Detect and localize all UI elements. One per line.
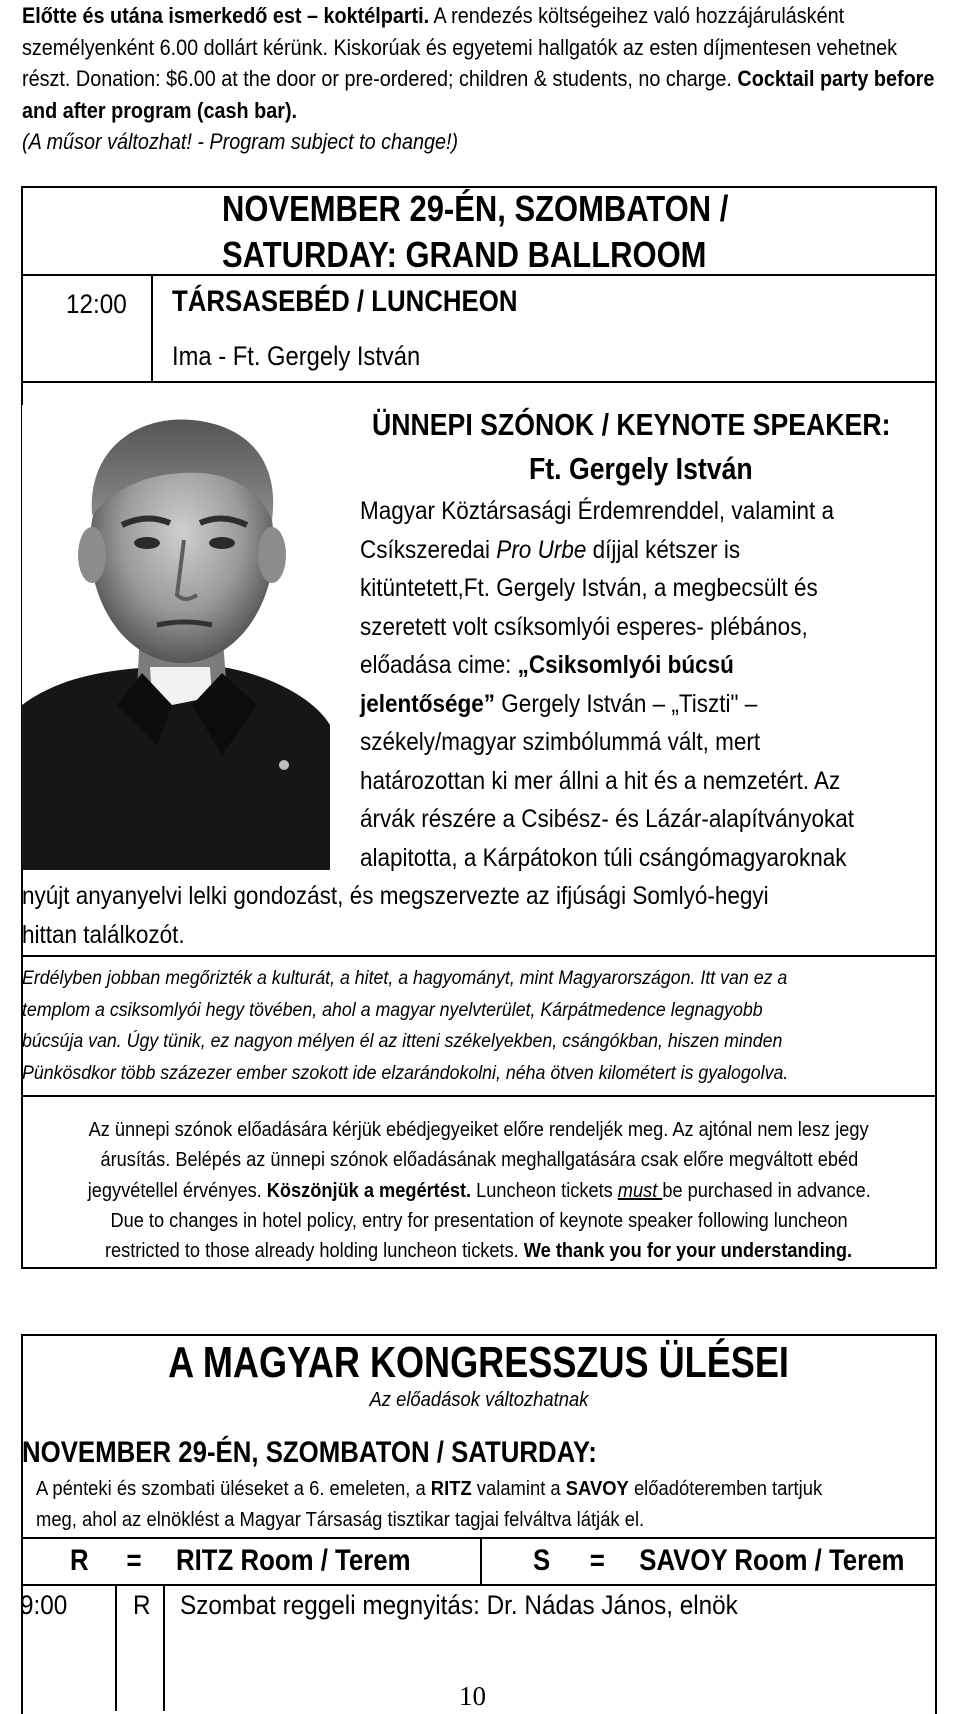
divider: [21, 1095, 937, 1097]
congress-subtitle: Az előadások változhatnak: [369, 1389, 589, 1411]
legend-savoy: S = SAVOY Room / Terem: [533, 1544, 905, 1577]
divider: [163, 1584, 165, 1711]
session-room: R: [133, 1590, 151, 1620]
luncheon-title: TÁRSASEBÉD / LUNCHEON: [172, 285, 518, 318]
intro-hu-bold: Előtte és utána ismerkedő est – koktélparti.: [22, 3, 430, 28]
keynote-bio-continued: nyújt anyanyelvi lelki gondozást, és megszervezte az ifjúsági Somlyó-hegyi hittan találkozót.: [22, 882, 769, 949]
session-time: 9:00: [20, 1590, 68, 1620]
legend-ritz: R = RITZ Room / Terem: [70, 1544, 411, 1577]
divider: [21, 955, 937, 957]
keynote-speaker-name: Ft. Gergely István: [529, 451, 753, 486]
luncheon-prayer: Ima - Ft. Gergely István: [172, 341, 421, 371]
keynote-bio: Magyar Köztársasági Érdemrenddel, valamint a Csíkszeredai Pro Urbe díjjal kétszer is kitüntetett,Ft. Gergely István, a megbecsült és szeretett volt csíksomlyói esperes- plébános, előadása cime: „Csiksomlyói búcsú jelentősége” Gergely István – „Tiszti" – székely/magyar szimbólummá vált, mert határozottan ki mer állni a hit és a nemzetért. Az árvák részére a Csibész- és Lázár-alapítványokat alapitotta, a Kárpátokon túli csángómagyaroknak: [360, 497, 854, 872]
transylvania-paragraph: Erdélyben jobban megőrizték a kulturát, a hitet, a hagyományt, mint Magyarországon. Itt van ez a templom a csiksomlyói hegy tövében, ahol a magyar nyelvterület, Kárpátmedence legnagyobb búcsúja van. Úgy tünik, ez nagyon mélyen él az itteni székelyekben, csángókban, hiszen minden Pünkösdkor több százezer ember szokott ide elzarándokolni, néha ötven kilométert is gyalogolva.: [22, 968, 789, 1084]
congress-title-wrap: [21, 1338, 937, 1388]
intro-en-bold: Cocktail party before and after program (cash bar).: [22, 66, 935, 123]
congress-subtitle-wrap: [21, 1389, 937, 1412]
congress-title: A MAGYAR KONGRESSZUS ÜLÉSEI: [168, 1338, 790, 1387]
speaker-portrait: [22, 405, 330, 870]
congress-info: A pénteki és szombati üléseket a 6. emeleten, a RITZ valamint a SAVOY előadóteremben tartjuk meg, ahol az elnöklést a Magyar Társaság tisztikar tagjai felváltva látják el.: [36, 1478, 823, 1531]
lecture-title: „Csiksomlyói búcsú: [517, 651, 734, 679]
intro-paragraph: [22, 0, 942, 158]
luncheon-time: 12:00: [66, 289, 127, 319]
divider: [151, 274, 153, 381]
divider: [21, 381, 937, 383]
keynote-heading: ÜNNEPI SZÓNOK / KEYNOTE SPEAKER:: [372, 407, 891, 442]
divider: [21, 1584, 937, 1586]
ticket-notice: Az ünnepi szónok előadására kérjük ebédjegyeiket előre rendeljék meg. Az ajtónal nem lesz jegy árusítás. Belépés az ünnepi szónok előadásának meghallgatására csak előre megváltott ebéd jegyvétellel érvényes. Köszönjük a megértést. Luncheon tickets must be purchased in advance. Due to changes in hotel policy, entry for presentation of keynote speaker following luncheon restricted to those already holding luncheon tickets. We thank you for your understanding.: [87, 1119, 871, 1263]
congress-day: NOVEMBER 29-ÉN, SZOMBATON / SATURDAY:: [22, 1436, 597, 1469]
page-number: 10: [459, 1681, 486, 1711]
divider: [480, 1537, 482, 1584]
session-title: Szombat reggeli megnyitás: Dr. Nádas János, elnök: [180, 1590, 738, 1620]
program-change-note: (A műsor változhat! - Program subject to change!): [22, 129, 459, 154]
intro-hu-text: A rendezés költségeihez való hozzájárulásként személyenként 6.00 dollárt kérünk. Kiskorúak és egyetemi hallgatók az esten díjmentesen vehetnek részt. Donation: $6.00 at the door or pre-ordered; children & students, no charge.: [22, 3, 897, 91]
divider: [21, 1537, 937, 1539]
day-header: NOVEMBER 29-ÉN, SZOMBATON / SATURDAY: GRAND BALLROOM: [222, 188, 729, 275]
divider: [115, 1584, 117, 1711]
